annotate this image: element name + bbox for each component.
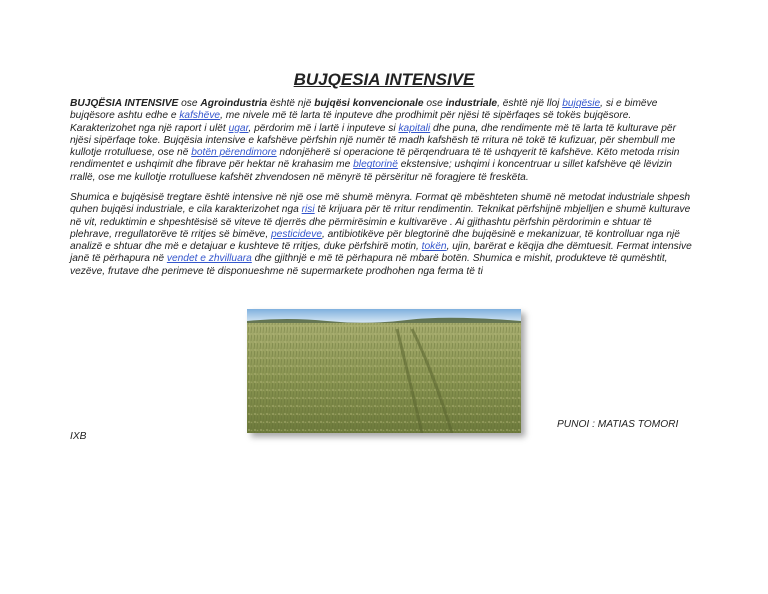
text-run: , ujin, barërat e këqija dhe dëmtuesit. Fermat intensive janë të përhapura në <box>70 241 692 265</box>
link-bujqesie[interactable]: bujqësie <box>562 98 601 109</box>
class-label: IXB <box>70 431 87 442</box>
link-blegtorine[interactable]: blegtorinë <box>353 159 398 171</box>
author-signature: PUNOI : MATIAS TOMORI <box>557 419 679 430</box>
text-run: është një <box>267 98 315 109</box>
document-title: BUJQESIA INTENSIVE <box>293 70 475 89</box>
paragraph-2 <box>70 192 695 278</box>
link-kafsheve[interactable]: kafshëve <box>179 110 221 122</box>
link-token[interactable]: tokën <box>421 241 447 253</box>
link-pesticideve[interactable]: pesticideve <box>271 228 322 240</box>
text-run: , me nivele më të larta të inputeve dhe prodhimit për njësi të sipërfaqes së tokës bujqësore. Karakterizohet nga një raport i ulët <box>70 110 632 134</box>
wheat-field-photo <box>247 309 521 433</box>
link-boten-perendimore[interactable]: botën përendimore <box>191 147 277 159</box>
wheat-field-image <box>247 309 521 433</box>
term-bujqesi-konvencionale: bujqësi konvencionale <box>314 98 424 109</box>
text-run: ekstensive; ushqimi i koncentruar u sillet kafshëve që lëvizin rrallë, ose me kullotje rrotulluese kafshët zhvendosen në mënyrë të përsëritur në foragjere të freskëta. <box>70 159 672 183</box>
text-run: ndonjëherë si operacione të përqendruara të të ushqyerit të kafshëve. Këto metoda rrisin rendimentet e ushqimit dhe fibrave për hektar në krahasim me <box>70 147 680 171</box>
text-run: të krijuara për të rritur rendimentin. Teknikat përfshijnë mbjelljen e shumë kulturave në vit, reduktimin e shpeshtësisë së viteve të djerrës dhe përmirësimin e kultivarëve . Ai gjithashtu përfshin përdorimin e shtuar të plehrave, rregullatorëve të rritjes së bimëve, <box>70 204 691 240</box>
text-run: , përdorim më i lartë i inputeve si <box>248 122 399 134</box>
link-risi[interactable]: risi <box>301 204 315 216</box>
text-run: , antibiotikëve për blegtorinë dhe bujqësinë e mekanizuar, të kontrolluar nga një analizë e shtuar dhe më e detajuar e kushteve të rritjes, duke përfshirë motin, <box>70 228 680 253</box>
link-kapitali[interactable]: kapitali <box>398 122 431 134</box>
text-run: dhe gjithnjë e më të përhapura në mbarë botën. Shumica e mishit, produkteve të qumështit, vezëve, frutave dhe perimeve të disponueshme në supermarkete prodhohen nga ferma të ti <box>70 253 668 277</box>
text-run: dhe puna, dhe rendimente më të larta të kulturave për njësi sipërfaqe toke. Bujqësia intensive e kafshëve përfshin një numër të madh kafshësh të rritura në tokë të kufizuar, për shembull me kullotje rrotulluese, ose në <box>70 122 676 159</box>
link-ugar[interactable]: ugar <box>228 122 249 134</box>
text-run: , është një lloj <box>497 98 563 109</box>
link-vendet-e-zhvilluara[interactable]: vendet e zhvilluara <box>166 253 252 265</box>
term-bujqesia-intensive: BUJQËSIA INTENSIVE <box>70 98 179 109</box>
term-agroindustria: Agroindustria <box>200 98 268 109</box>
term-industriale: industriale <box>445 98 498 109</box>
text-run: , si e bimëve bujqësore ashtu edhe e <box>70 98 658 122</box>
paragraph-1 <box>70 98 695 184</box>
text-run: ose <box>178 98 201 109</box>
text-run: Shumica e bujqësisë tregtare është intensive në një ose më shumë mënyra. Format që mbështeten shumë në metodat industriale shpesh quhen bujqësi industriale, e cila karakterizohet nga <box>70 192 691 216</box>
text-run: ose <box>423 98 446 109</box>
